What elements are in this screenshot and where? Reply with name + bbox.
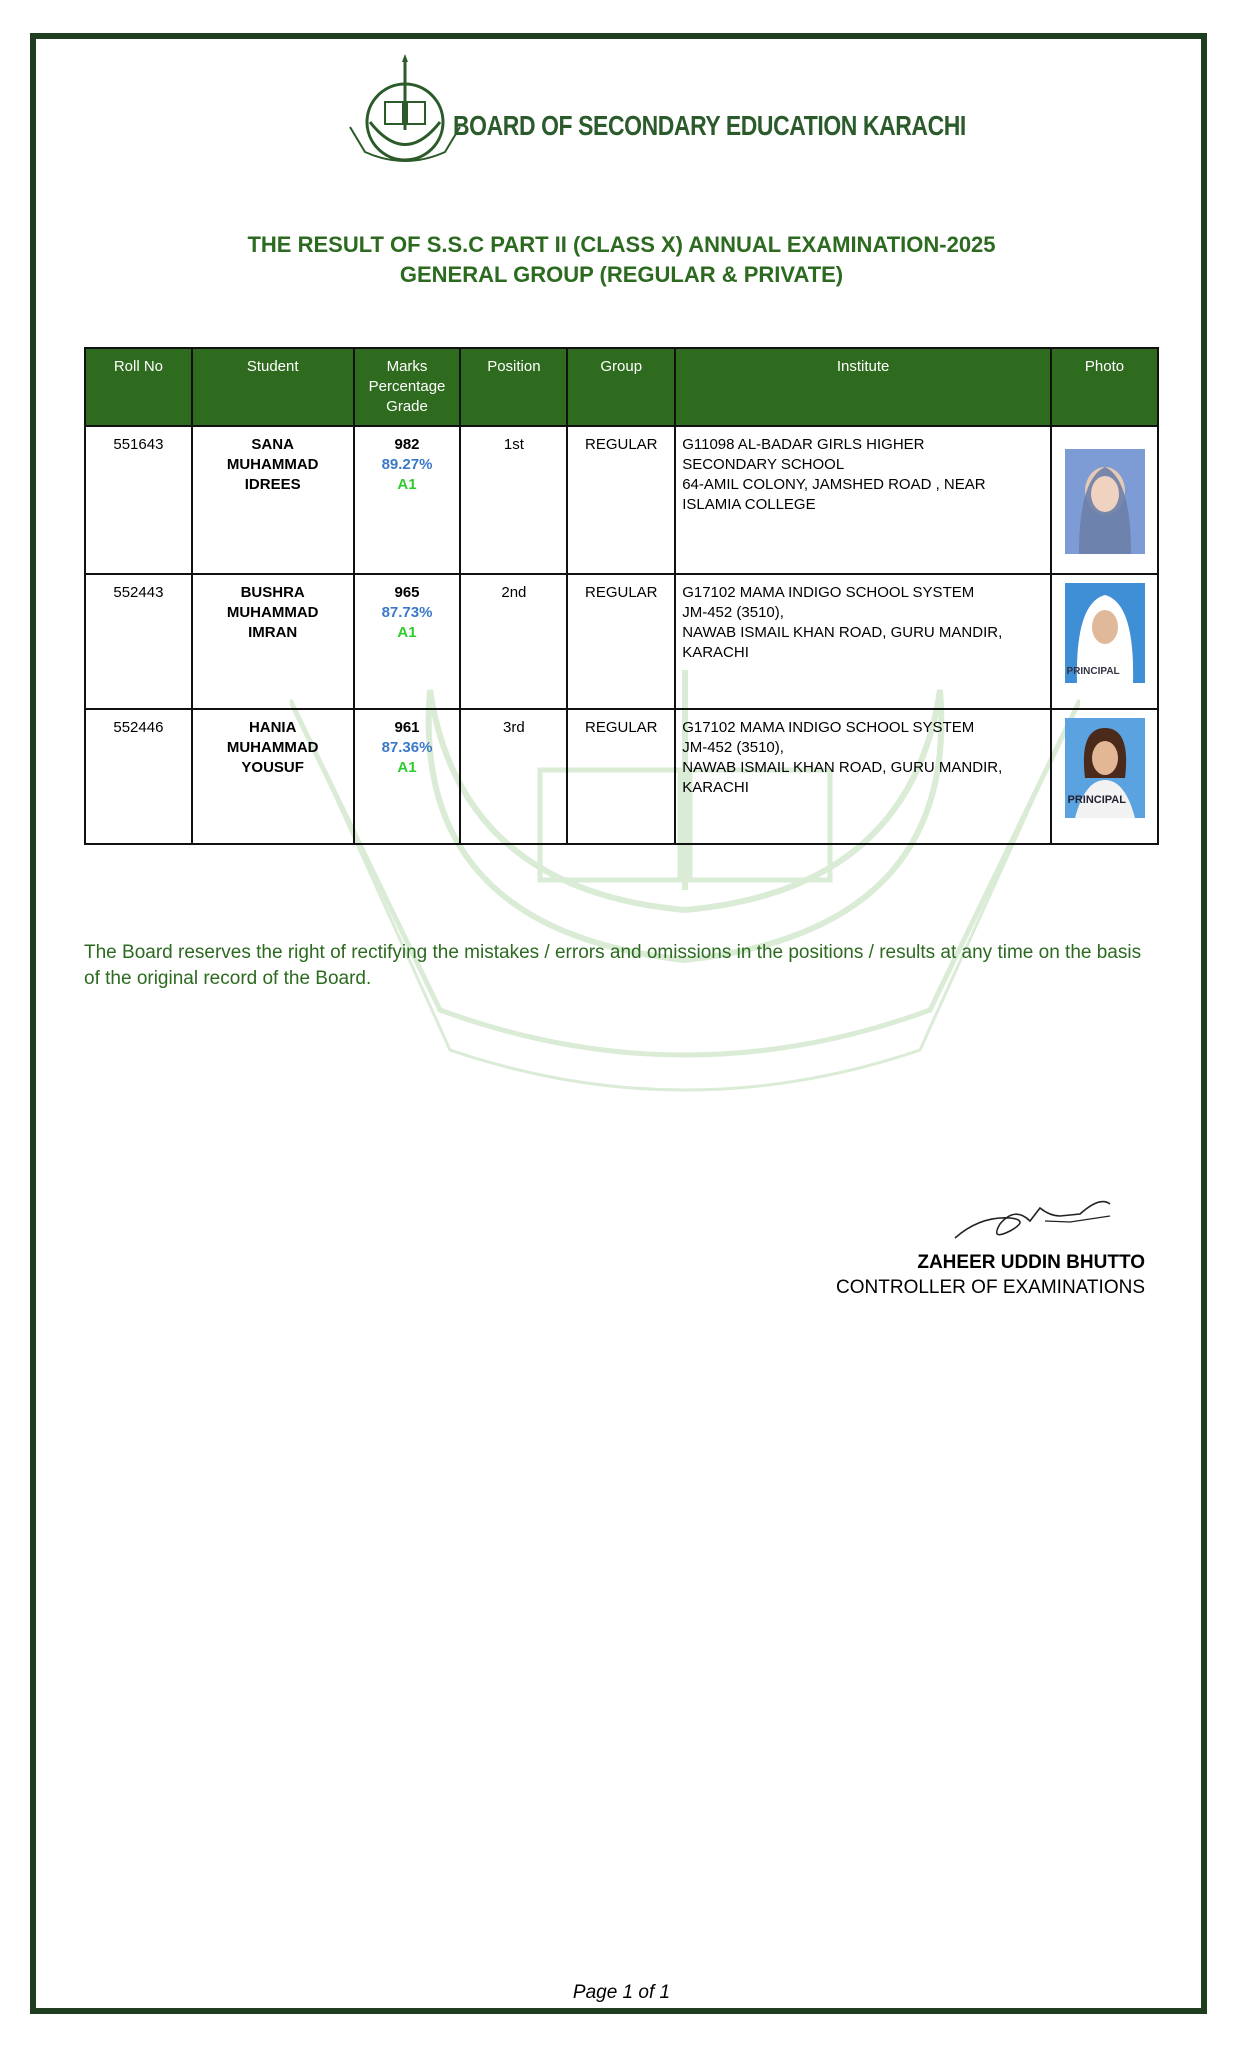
percentage: 87.73%: [381, 604, 433, 621]
table-header-row: [85, 348, 1158, 426]
grade: A1: [397, 759, 417, 776]
photo-cell: [1051, 574, 1158, 709]
institute-line: NAWAB ISMAIL KHAN ROAD, GURU MANDIR,: [682, 624, 1003, 641]
grade: A1: [397, 476, 417, 493]
disclaimer-notice: The Board reserves the right of rectifying the mistakes / errors and omissions in the positions / results at any time on the basis of the original record of the Board.: [84, 942, 1142, 989]
institute-line: KARACHI: [682, 644, 749, 661]
institute-line: G17102 MAMA INDIGO SCHOOL SYSTEM: [682, 584, 975, 601]
result-subtitle: GENERAL GROUP (REGULAR & PRIVATE): [399, 262, 844, 287]
institute: [675, 426, 1051, 574]
header-marks-label: Marks: [386, 358, 428, 375]
student-name-line: MUHAMMAD: [226, 739, 319, 756]
table-row: [85, 426, 1158, 574]
grade: A1: [397, 624, 417, 641]
header-position: Position: [460, 348, 567, 426]
group: REGULAR: [567, 426, 675, 574]
photo-cell: [1051, 426, 1158, 574]
student-name-line: IMRAN: [248, 624, 298, 641]
header-grade-label: Grade: [386, 398, 428, 415]
student-name-line: BUSHRA: [240, 584, 305, 601]
institute-line: KARACHI: [682, 779, 749, 796]
marks-cell: [354, 709, 461, 844]
marks: 961: [394, 719, 420, 736]
position: 3rd: [460, 709, 567, 844]
header-student: Student: [192, 348, 354, 426]
photo-caption: PRINCIPAL: [1066, 666, 1120, 677]
position: 2nd: [460, 574, 567, 709]
student-name-line: IDREES: [244, 476, 301, 493]
signature: [950, 1186, 1125, 1246]
photo-caption: PRINCIPAL: [1067, 794, 1126, 806]
group: REGULAR: [567, 709, 675, 844]
student-name-line: MUHAMMAD: [226, 604, 319, 621]
institute-line: 64-AMIL COLONY, JAMSHED ROAD , NEAR: [682, 476, 986, 493]
controller-title: CONTROLLER OF EXAMINATIONS: [836, 1277, 1145, 1298]
percentage: 89.27%: [381, 456, 433, 473]
marks: 982: [394, 436, 420, 453]
institute: [675, 574, 1051, 709]
marks-cell: [354, 426, 461, 574]
header-group: Group: [567, 348, 675, 426]
group: REGULAR: [567, 574, 675, 709]
roll-no: 552443: [85, 574, 192, 709]
student-name-line: MUHAMMAD: [226, 456, 319, 473]
header-marks: [354, 348, 461, 426]
result-title: THE RESULT OF S.S.C PART II (CLASS X) ANNUAL EXAMINATION-2025: [247, 232, 996, 257]
header-institute: Institute: [675, 348, 1051, 426]
header-photo: Photo: [1051, 348, 1158, 426]
position: 1st: [460, 426, 567, 574]
institute-line: G11098 AL-BADAR GIRLS HIGHER: [682, 436, 925, 453]
institute-line: G17102 MAMA INDIGO SCHOOL SYSTEM: [682, 719, 975, 736]
student-name: [192, 709, 354, 844]
institute-line: NAWAB ISMAIL KHAN ROAD, GURU MANDIR,: [682, 759, 1003, 776]
roll-no: 552446: [85, 709, 192, 844]
table-row: [85, 709, 1158, 844]
student-name-line: HANIA: [248, 719, 297, 736]
student-name: [192, 426, 354, 574]
institute-line: ISLAMIA COLLEGE: [682, 496, 816, 513]
table-row: [85, 574, 1158, 709]
board-name: BOARD OF SECONDARY EDUCATION KARACHI: [453, 110, 966, 141]
institute: [675, 709, 1051, 844]
student-name: [192, 574, 354, 709]
marks-cell: [354, 574, 461, 709]
student-name-line: YOUSUF: [241, 759, 304, 776]
student-photo: [1065, 718, 1145, 818]
percentage: 87.36%: [381, 739, 433, 756]
institute-line: JM-452 (3510),: [682, 739, 784, 756]
student-name-line: SANA: [251, 436, 294, 453]
header-percentage-label: Percentage: [368, 378, 446, 395]
institute-line: JM-452 (3510),: [682, 604, 784, 621]
header-roll-no: Roll No: [85, 348, 192, 426]
results-table: [84, 347, 1159, 845]
photo-cell: [1051, 709, 1158, 844]
page-number: Page 1 of 1: [572, 1982, 671, 2003]
student-photo: [1065, 583, 1145, 683]
controller-name: ZAHEER UDDIN BHUTTO: [917, 1252, 1145, 1273]
marks: 965: [394, 584, 420, 601]
student-photo: [1065, 449, 1145, 554]
institute-line: SECONDARY SCHOOL: [682, 456, 845, 473]
roll-no: 551643: [85, 426, 192, 574]
